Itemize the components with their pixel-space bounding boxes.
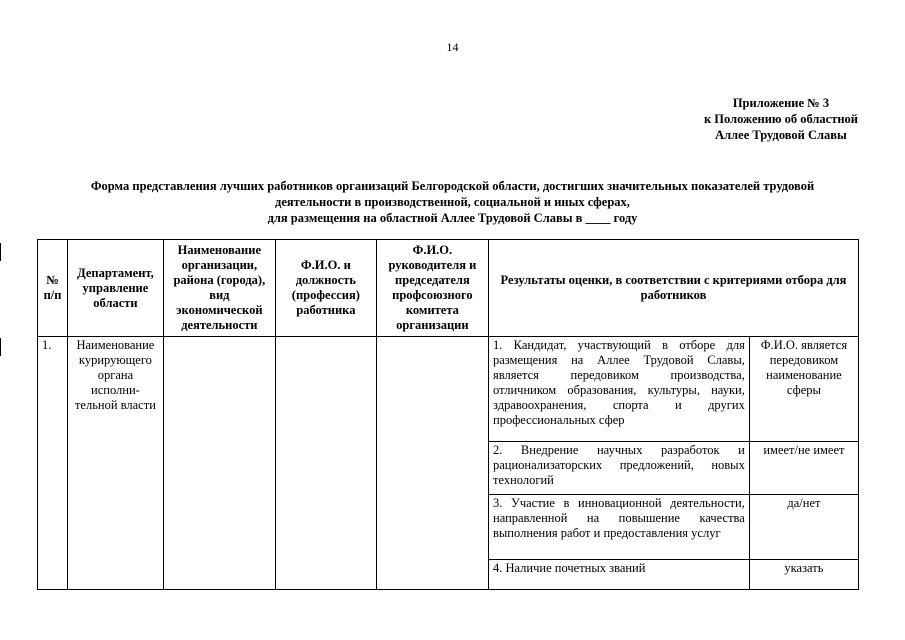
- table-header-row: [38, 240, 859, 337]
- header-head: Ф.И.О. руководителя и председателя профсоюзного комитета организации: [376, 240, 488, 337]
- form-title: [30, 178, 875, 226]
- appendix-line-1: Приложение № 3: [732, 96, 830, 110]
- criterion-1: 1. Кандидат, участвующий в отборе для размещения на Аллее Трудовой Славы, является передовиком производства, отличником образования, культуры, науки, здравоохранения, спорта и других профессиональных сфер: [489, 337, 750, 442]
- header-department: Департамент, управление области: [68, 240, 164, 337]
- header-num: № п/п: [38, 240, 68, 337]
- row-number: 1.: [38, 337, 68, 590]
- scan-edge-mark: [0, 338, 1, 356]
- page-number: 14: [446, 40, 459, 54]
- organization-cell: [163, 337, 275, 590]
- form-title-line-3: для размещения на областной Аллее Трудовой Славы в ____ году: [267, 211, 638, 225]
- criterion-4-value: указать: [749, 560, 858, 590]
- criterion-3: 3. Участие в инновационной деятельности, направленной на повышение качества выполнения работ и предоставления услуг: [489, 495, 750, 560]
- criterion-2-value: имеет/не имеет: [749, 442, 858, 495]
- appendix-line-3: Аллее Трудовой Славы: [715, 128, 847, 142]
- fio-cell: [275, 337, 376, 590]
- criterion-3-value: да/нет: [749, 495, 858, 560]
- criterion-2: 2. Внедрение научных разработок и рационализаторских предложений, новых технологий: [489, 442, 750, 495]
- header-organization: Наименование организации, района (города), вид экономической деятельности: [163, 240, 275, 337]
- nomination-form-table: [37, 239, 859, 590]
- scan-edge-mark: [0, 243, 1, 261]
- form-title-line-1: Форма представления лучших работников организаций Белгородской области, достигших значительных показателей трудовой: [90, 179, 815, 193]
- criterion-1-value: Ф.И.О. является передовиком наименование сферы: [749, 337, 858, 442]
- form-title-line-2: деятельности в производственной, социальной и иных сферах,: [275, 195, 630, 209]
- appendix-heading: [704, 95, 858, 143]
- department-cell: Наименование курирующего органа исполни-тельной власти: [68, 337, 164, 590]
- head-cell: [376, 337, 488, 590]
- header-results: Результаты оценки, в соответствии с критериями отбора для работников: [489, 240, 859, 337]
- appendix-line-2: к Положению об областной: [703, 112, 858, 126]
- header-fio: Ф.И.О. и должность (профессия) работника: [275, 240, 376, 337]
- table-row: [38, 337, 859, 442]
- criterion-4: 4. Наличие почетных званий: [489, 560, 750, 590]
